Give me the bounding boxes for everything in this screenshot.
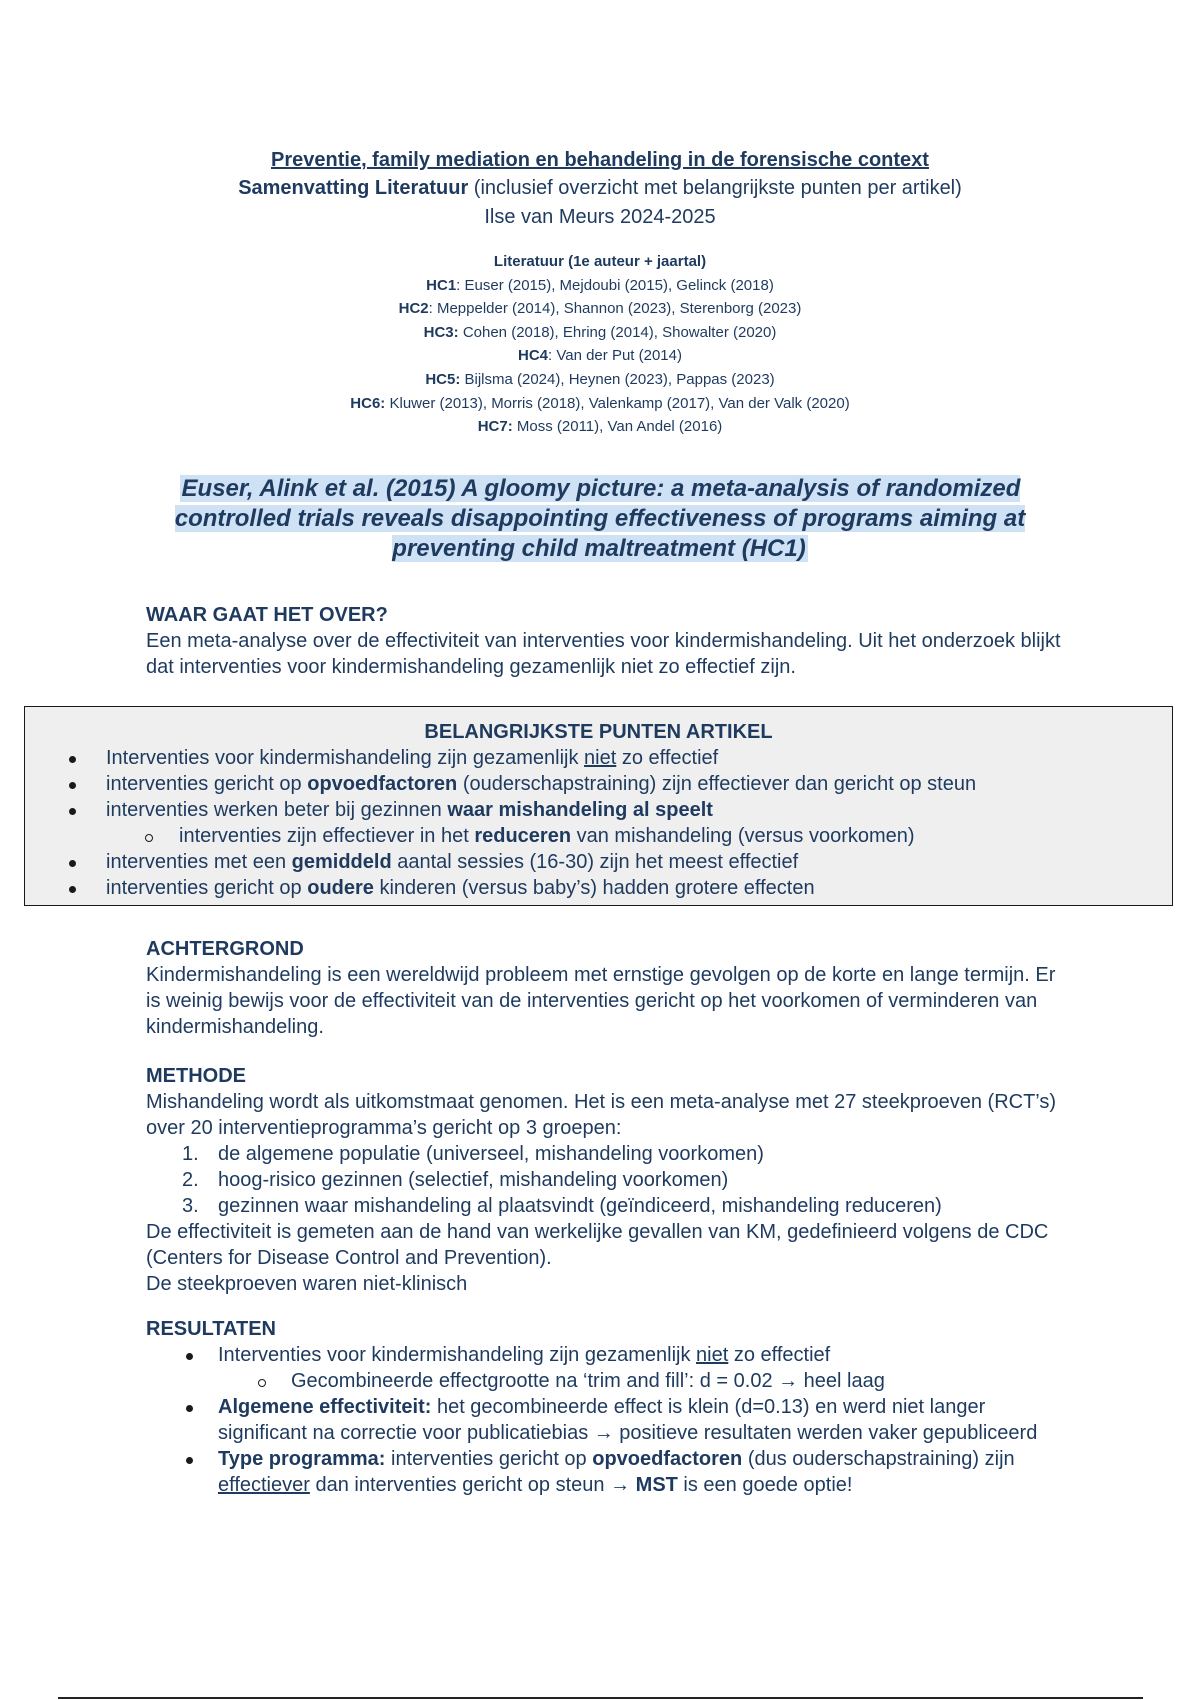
key-points-heading: BELANGRIJKSTE PUNTEN ARTIKEL — [424, 721, 773, 743]
section-text: Een meta-analyse over de effectiviteit van interventies voor kindermishandeling. Uit het onderzoek blijkt dat interventies voor kindermishandeling gezamenlijk niet zo effectief zijn. — [146, 630, 1061, 678]
bullet-icon — [69, 808, 76, 815]
bullet-icon — [186, 1457, 193, 1464]
literature-row — [0, 344, 1200, 368]
section-waar-gaat-het-over — [146, 602, 1066, 680]
section-text: Kindermishandeling is een wereldwijd probleem met ernstige gevolgen op de korte en lange termijn. Er is weinig bewijs voor de effectiviteit van de interventies gericht op het voorkomen of verminderen van kindermishandeling. — [146, 964, 1056, 1038]
section-achtergrond — [146, 936, 1066, 1040]
document-title: Preventie, family mediation en behandeling in de forensische context — [271, 149, 929, 171]
bold-text: waar mishandeling al speelt — [447, 799, 713, 821]
text: interventies zijn effectiever in het — [179, 825, 475, 847]
list-item — [146, 1446, 1066, 1498]
document-subtitle — [0, 174, 1200, 202]
text: (dus ouderschapstraining) zijn — [742, 1448, 1015, 1470]
bullet-icon — [69, 782, 76, 789]
bold-text: MST — [635, 1474, 678, 1496]
section-heading: WAAR GAAT HET OVER? — [146, 604, 388, 626]
item-text: de algemene populatie (universeel, mishandeling voorkomen) — [218, 1143, 764, 1165]
literature-row-text: Moss (2011), Van Andel (2016) — [512, 418, 723, 436]
section-resultaten — [146, 1316, 1066, 1498]
bold-text: opvoedfactoren — [592, 1448, 743, 1470]
text: het gecombineerde effect is klein (d=0.13) en werd niet langer significant na correctie voor publicatiebias → positieve resultaten werden vaker gepubliceerd — [218, 1396, 1038, 1444]
section-text: Mishandeling wordt als uitkomstmaat genomen. Het is een meta-analyse met 27 steekproeven (RCT’s) over 20 interventieprogramma’s gericht op 3 groepen: — [146, 1091, 1057, 1139]
literature-row — [0, 297, 1200, 321]
literature-row — [0, 392, 1200, 416]
bullet-icon — [69, 860, 76, 867]
document-header — [0, 146, 1200, 232]
literature-row-label: HC5: — [425, 370, 461, 388]
subtitle-rest: (inclusief overzicht met belangrijkste punten per artikel) — [468, 177, 962, 199]
literature-row-text: : Van der Put (2014) — [548, 347, 682, 365]
literature-row-label: HC7: — [477, 418, 513, 436]
literature-row-label: HC2 — [398, 300, 429, 318]
literature-row-label: HC1 — [426, 276, 457, 294]
hollow-bullet-icon — [145, 834, 153, 842]
literature-row-label: HC6: — [350, 394, 386, 412]
bullet-icon — [186, 1405, 193, 1412]
numbered-item — [146, 1193, 1066, 1219]
section-heading: METHODE — [146, 1065, 246, 1087]
text: interventies gericht op — [385, 1448, 593, 1470]
bold-text: gemiddeld — [291, 851, 392, 873]
section-heading: RESULTATEN — [146, 1318, 276, 1340]
literature-row-text: Kluwer (2013), Morris (2018), Valenkamp (2017), Van der Valk (2020) — [385, 394, 850, 412]
bold-text: reduceren — [474, 825, 572, 847]
list-subitem — [146, 1368, 1066, 1394]
underlined-text: niet — [696, 1344, 729, 1366]
text: Interventies voor kindermishandeling zijn gezamenlijk — [218, 1344, 697, 1366]
list-item — [146, 1394, 1066, 1446]
list-item — [25, 797, 1172, 823]
literature-row-label: HC3: — [423, 323, 459, 341]
item-number: 2. — [182, 1169, 199, 1191]
article-title-highlight: Euser, Alink et al. (2015) A gloomy picture: a meta-analysis of randomized controlled trials reveals disappointing effectiveness of programs aiming at preventing child maltreatment (HC1) — [174, 475, 1026, 562]
text: dan interventies gericht op steun → — [309, 1474, 636, 1496]
item-number: 3. — [182, 1195, 199, 1217]
literature-row-text: Cohen (2018), Ehring (2014), Showalter (2020) — [458, 323, 777, 341]
text: zo effectief — [728, 1344, 831, 1366]
text: interventies gericht op — [106, 877, 308, 899]
bold-text: Type programma: — [218, 1448, 386, 1470]
article-title — [150, 474, 1050, 564]
list-subitem — [25, 823, 1172, 849]
list-item — [25, 745, 1172, 771]
underlined-text: effectiever — [218, 1474, 310, 1496]
page-bottom-divider — [58, 1697, 1143, 1699]
text: kinderen (versus baby’s) hadden grotere effecten — [373, 877, 815, 899]
list-item — [25, 771, 1172, 797]
bullet-icon — [69, 886, 76, 893]
text: van mishandeling (versus voorkomen) — [571, 825, 915, 847]
hollow-bullet-icon — [258, 1379, 266, 1387]
literature-row-text: Bijlsma (2024), Heynen (2023), Pappas (2023) — [460, 370, 775, 388]
numbered-item — [146, 1141, 1066, 1167]
item-text: hoog-risico gezinnen (selectief, mishandeling voorkomen) — [218, 1169, 729, 1191]
key-points-box — [24, 706, 1173, 906]
list-item — [25, 849, 1172, 875]
text: interventies met een — [106, 851, 292, 873]
literature-row-text: : Euser (2015), Mejdoubi (2015), Gelinck (2018) — [456, 276, 774, 294]
section-heading: ACHTERGROND — [146, 938, 304, 960]
text: aantal sessies (16-30) zijn het meest effectief — [391, 851, 799, 873]
author-line: Ilse van Meurs 2024-2025 — [484, 206, 716, 228]
item-text: gezinnen waar mishandeling al plaatsvindt (geïndiceerd, mishandeling reduceren) — [218, 1195, 942, 1217]
section-methode — [146, 1063, 1066, 1297]
subtitle-bold: Samenvatting Literatuur — [238, 177, 469, 199]
text: zo effectief — [616, 747, 719, 769]
underlined-text: niet — [584, 747, 617, 769]
bold-text: oudere — [307, 877, 374, 899]
text: interventies werken beter bij gezinnen — [106, 799, 448, 821]
list-item — [25, 875, 1172, 901]
literature-row-label: HC4 — [518, 347, 549, 365]
text: is een goede optie! — [677, 1474, 853, 1496]
bullet-icon — [69, 756, 76, 763]
literature-list — [0, 250, 1200, 439]
text: Gecombineerde effectgrootte na ‘trim and fill’: d = 0.02 → heel laag — [291, 1370, 885, 1392]
literature-row-text: : Meppelder (2014), Shannon (2023), Sterenborg (2023) — [428, 300, 802, 318]
numbered-item — [146, 1167, 1066, 1193]
literature-row — [0, 274, 1200, 298]
literature-row — [0, 321, 1200, 345]
list-item — [146, 1342, 1066, 1368]
literature-row — [0, 415, 1200, 439]
text: (ouderschapstraining) zijn effectiever dan gericht op steun — [457, 773, 977, 795]
item-number: 1. — [182, 1143, 199, 1165]
literature-row — [0, 368, 1200, 392]
section-text: De effectiviteit is gemeten aan de hand van werkelijke gevallen van KM, gedefinieerd volgens de CDC (Centers for Disease Control and Prevention). — [146, 1221, 1049, 1269]
bold-text: opvoedfactoren — [307, 773, 458, 795]
section-text: De steekproeven waren niet-klinisch — [146, 1273, 468, 1295]
text: Interventies voor kindermishandeling zijn gezamenlijk — [106, 747, 585, 769]
literature-heading: Literatuur (1e auteur + jaartal) — [493, 253, 707, 270]
bold-text: Algemene effectiviteit: — [218, 1396, 432, 1418]
key-points-list — [25, 745, 1172, 901]
text: interventies gericht op — [106, 773, 308, 795]
bullet-icon — [186, 1353, 193, 1360]
